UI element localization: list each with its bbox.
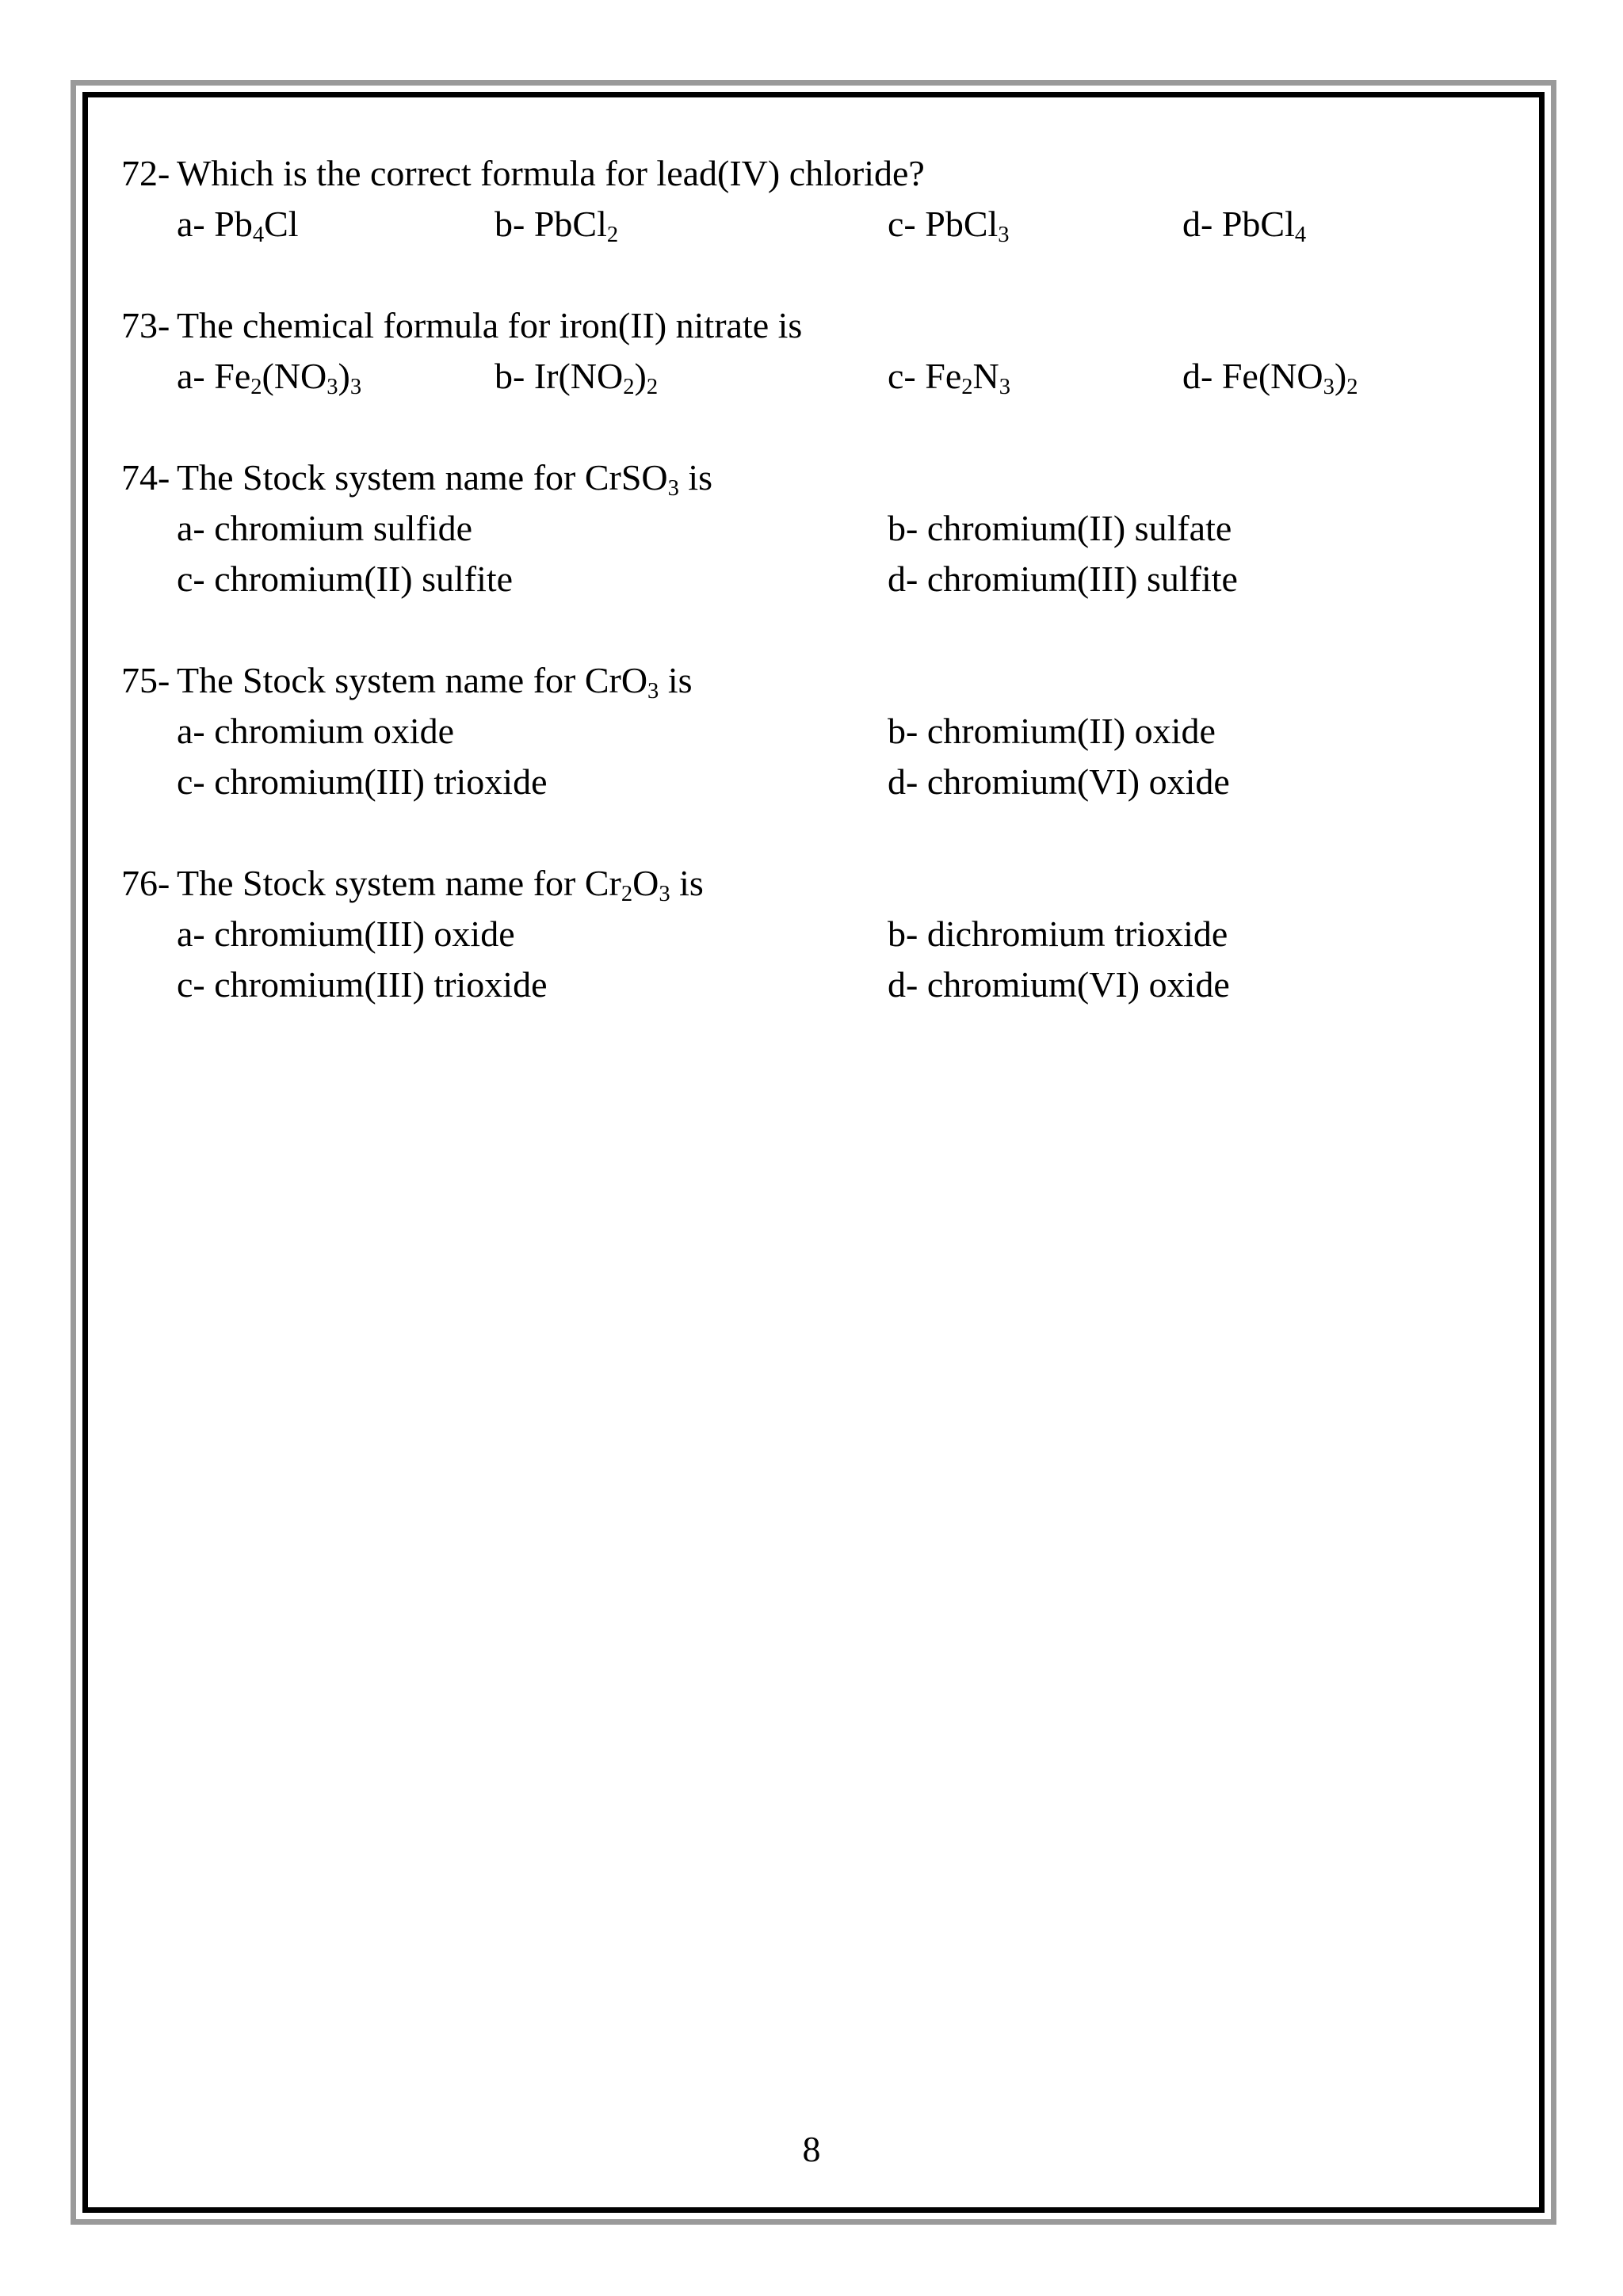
option-letter: b-: [888, 711, 918, 751]
option-b: [888, 913, 1228, 954]
option-d: [888, 561, 1238, 597]
option-c: [177, 561, 513, 597]
option-text: dichromium trioxide: [926, 913, 1228, 954]
option-a: [177, 713, 454, 749]
option-letter: c-: [177, 964, 205, 1005]
option-d: [1182, 204, 1307, 248]
option-letter: b-: [495, 356, 525, 396]
question-stem: Which is the correct formula for lead(IV) chloride?: [177, 153, 925, 193]
option-text: chromium(VI) oxide: [926, 964, 1230, 1005]
option-b: [888, 510, 1232, 547]
option-letter: a-: [177, 204, 205, 244]
question-number: 73-: [121, 305, 170, 345]
option-letter: a-: [177, 508, 205, 548]
option-letter: b-: [888, 913, 918, 954]
option-letter: b-: [888, 508, 918, 548]
option-letter: d-: [888, 761, 918, 802]
question-stem: The Stock system name for CrSO$_3$ is: [177, 457, 713, 502]
option-text: chromium(II) sulfate: [926, 508, 1232, 548]
option-letter: c-: [888, 204, 916, 244]
option-letter: d-: [888, 559, 918, 599]
option-text: $Fe_2(NO_3)_3$: [214, 356, 362, 400]
page-frame-inner: [82, 92, 1545, 2213]
option-b: [495, 356, 659, 400]
option-a: [177, 356, 362, 400]
option-text: chromium(VI) oxide: [926, 761, 1230, 802]
option-a: [177, 510, 472, 547]
question-number: 76-: [121, 863, 170, 903]
option-c: [177, 761, 548, 802]
option-letter: a-: [177, 913, 205, 954]
option-d: [888, 761, 1230, 802]
option-c: [888, 356, 1011, 400]
option-letter: c-: [888, 356, 916, 396]
question-number: 75-: [121, 660, 170, 700]
option-a: [177, 913, 515, 954]
option-letter: b-: [495, 204, 525, 244]
option-d: [1182, 356, 1358, 400]
option-letter: a-: [177, 356, 205, 396]
option-letter: d-: [888, 964, 918, 1005]
option-letter: c-: [177, 761, 205, 802]
option-text: chromium(III) sulfite: [926, 559, 1238, 599]
option-text: $Ir(NO_2)_2$: [533, 356, 659, 400]
question-stem: The chemical formula for iron(II) nitrate is: [177, 305, 803, 345]
question-number: 74-: [121, 457, 170, 498]
option-b: [888, 713, 1216, 749]
option-c: [888, 204, 1010, 248]
option-text: chromium(III) trioxide: [214, 964, 548, 1005]
option-letter: c-: [177, 559, 205, 599]
option-text: chromium(II) oxide: [926, 711, 1216, 751]
option-text: PbCl$_2$: [533, 204, 619, 248]
option-b: [495, 204, 619, 248]
question-number: 72-: [121, 153, 170, 193]
option-letter: d-: [1182, 356, 1213, 396]
question-stem: The Stock system name for $Cr_2O_3$ is: [177, 863, 704, 907]
option-text: chromium(II) sulfite: [214, 559, 514, 599]
option-text: $Fe(NO_3)_2$: [1221, 356, 1358, 400]
option-a: [177, 204, 299, 248]
option-letter: a-: [177, 711, 205, 751]
option-text: chromium oxide: [214, 711, 455, 751]
option-text: PbCl$_4$: [1221, 204, 1307, 248]
option-text: chromium(III) trioxide: [214, 761, 548, 802]
option-d: [888, 964, 1230, 1005]
option-text: $Fe_2N_3$: [925, 356, 1011, 400]
option-text: $Pb_4Cl$: [214, 204, 299, 248]
option-text: chromium(III) oxide: [214, 913, 515, 954]
option-letter: d-: [1182, 204, 1213, 244]
option-c: [177, 964, 548, 1005]
option-text: PbCl$_3$: [925, 204, 1010, 248]
question-stem: The Stock system name for CrO$_3$ is: [177, 660, 693, 704]
page-number: 8: [802, 2129, 821, 2169]
option-text: chromium sulfide: [214, 508, 473, 548]
